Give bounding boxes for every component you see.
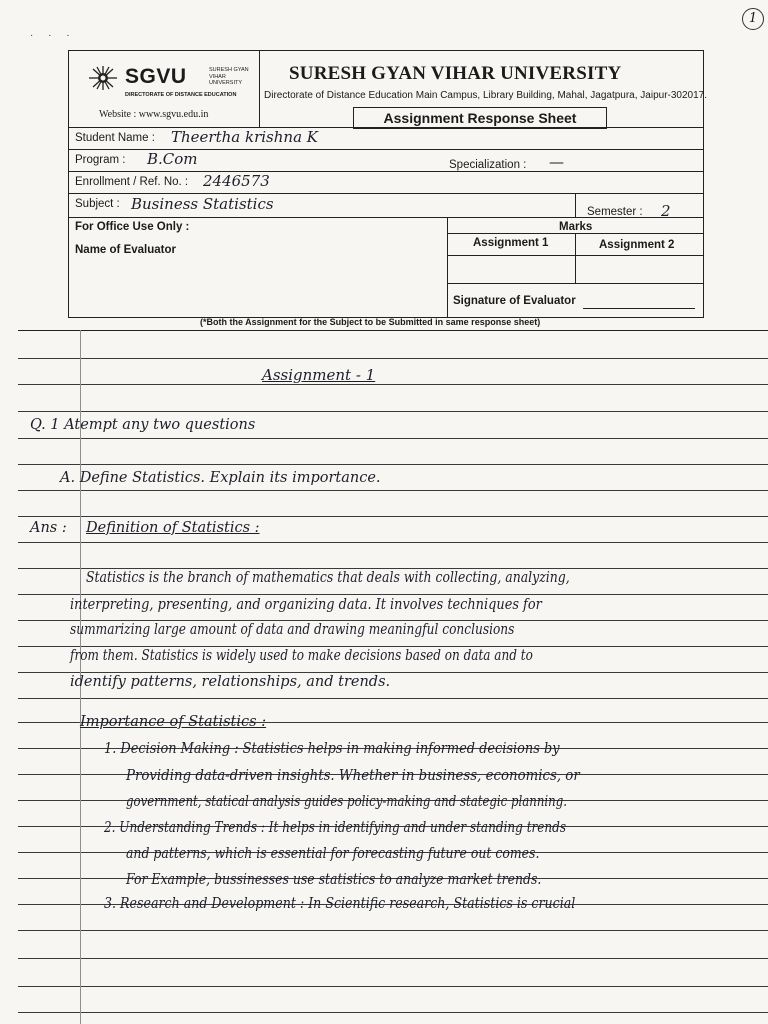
answer-line: For Example, bussinesses use statistics to analyze market trends. [126,872,542,888]
assignment2-label: Assignment 2 [599,239,675,251]
scan-specks: · · · [30,30,76,41]
answer-line: Statistics is the branch of mathematics that deals with collecting, analyzing, [86,570,570,586]
signature-line [583,308,695,309]
answer-line: identify patterns, relationships, and trends. [70,674,391,690]
answer-line: interpreting, presenting, and organizing data. It involves techniques for [70,597,542,613]
logo-subtitle: DIRECTORATE OF DISTANCE EDUCATION [125,92,237,98]
answer-line: 2. Understanding Trends : It helps in identifying and under standing trends [104,820,567,836]
divider [447,283,703,284]
enrollment-label: Enrollment / Ref. No. : [75,176,189,188]
answer-line: government, statical analysis guides policy-making and stategic planning. [126,794,567,810]
student-name-label: Student Name : [75,132,155,144]
answer-line: 3. Research and Development : In Scientific research, Statistics is crucial [104,896,576,912]
divider [575,233,576,283]
question-line: Q. 1 Atempt any two questions [30,417,256,433]
semester-value: 2 [661,202,671,220]
logo-text: SGVU [125,65,187,88]
website-text: Website : www.sgvu.edu.in [99,109,209,120]
semester-label: Semester : [587,206,643,218]
divider [575,193,576,217]
evaluator-label: Name of Evaluator [75,244,176,256]
university-logo-icon [85,65,121,91]
divider [69,127,703,128]
answer-line: summarizing large amount of data and drawing meaningful conclusions [70,622,515,638]
specialization-label: Specialization : [449,159,527,171]
definition-heading: Definition of Statistics : [86,520,260,536]
submission-note: (*Both the Assignment for the Subject to be Submitted in same response sheet) [200,317,541,327]
answer-line: Providing data-driven insights. Whether in business, economics, or [126,768,580,784]
answer-line: from them. Statistics is widely used to make decisions based on data and to [70,648,533,664]
page-number: 1 [742,8,764,30]
subject-label: Subject : [75,198,120,210]
answer-label: Ans : [30,520,67,536]
importance-heading: Importance of Statistics : [80,714,267,730]
answer-line: 1. Decision Making : Statistics helps in making informed decisions by [104,741,560,757]
signature-label: Signature of Evaluator [453,295,576,307]
logo-small-text: SURESH GYAN VIHAR UNIVERSITY [209,67,249,86]
sheet-title: Assignment Response Sheet [353,107,607,129]
specialization-value: — [549,153,564,171]
divider [69,171,703,172]
office-use-label: For Office Use Only : [75,221,190,233]
subject-value: Business Statistics [131,195,274,213]
university-address: Directorate of Distance Education Main Campus, Library Building, Mahal, Jagatpura, Jaipur-302017. [264,90,708,101]
program-label: Program : [75,154,126,166]
assignment1-label: Assignment 1 [473,237,549,249]
question-a-line: A. Define Statistics. Explain its importance. [60,470,381,486]
assignment-heading: Assignment - 1 [262,366,376,384]
logo-cell [69,51,260,127]
assignment-header-form [68,50,708,318]
divider [69,193,703,194]
enrollment-value: 2446573 [203,172,270,190]
divider [447,217,448,317]
program-value: B.Com [147,150,198,168]
university-name: SURESH GYAN VIHAR UNIVERSITY [289,63,622,84]
student-name-value: Theertha krishna K [171,128,318,146]
answer-line: and patterns, which is essential for forecasting future out comes. [126,846,540,862]
marks-label: Marks [559,221,593,233]
